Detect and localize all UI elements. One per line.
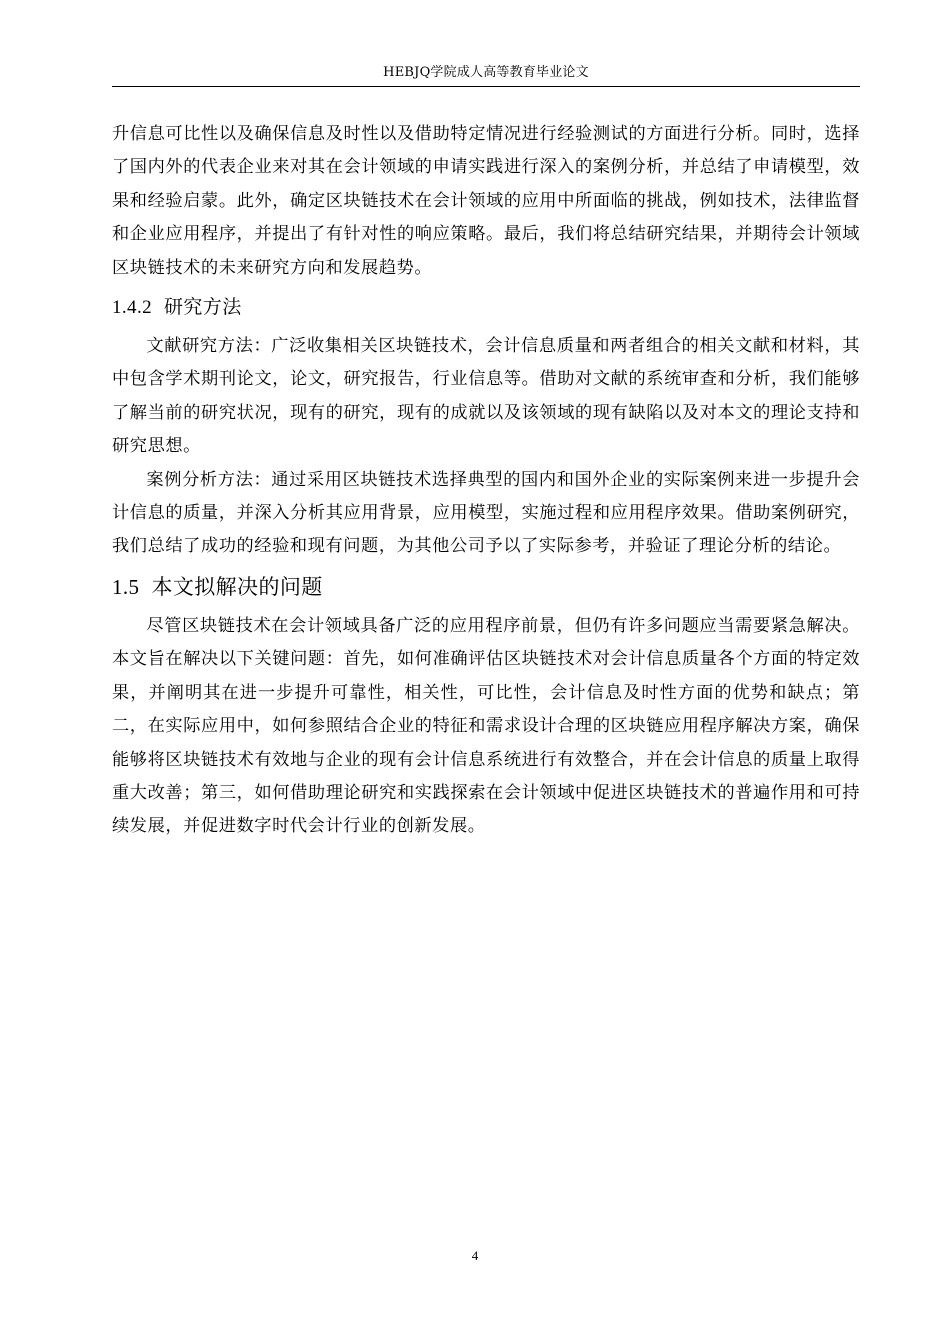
section-heading-1-4-2 bbox=[112, 295, 860, 320]
paragraph-case-method: 案例分析方法：通过采用区块链技术选择典型的国内和国外企业的实际案例来进一步提升会计信息的质量，并深入分析其应用背景，应用模型，实施过程和应用程序效果。借助案例研究，我们总结了成功的经验和现有问题，为其他公司予以了实际参考，并验证了理论分析的结论。 bbox=[112, 469, 860, 557]
header-title: HEBJQ学院成人高等教育毕业论文 bbox=[383, 65, 589, 80]
page-header bbox=[112, 62, 860, 87]
intro-paragraph: 升信息可比性以及确保信息及时性以及借助特定情况进行经验测试的方面进行分析。同时，选择了国内外的代表企业来对其在会计领域的申请实践进行深入的案例分析，并总结了申请模型，效果和经验启蒙。此外，确定区块链技术在会计领域的应用中所面临的挑战，例如技术，法律监督和企业应用程序，并提出了有针对性的响应策略。最后，我们将总结研究结果，并期待会计领域区块链技术的未来研究方向和发展趋势。 bbox=[112, 124, 860, 278]
section-title: 研究方法 bbox=[164, 296, 242, 319]
document-body bbox=[112, 118, 860, 844]
page-number: 4 bbox=[471, 1248, 479, 1263]
section-heading-1-5 bbox=[112, 574, 860, 600]
paragraph-literature-method: 文献研究方法：广泛收集相关区块链技术，会计信息质量和两者组合的相关文献和材料，其中包含学术期刊论文，论文，研究报告，行业信息等。借助对文献的系统审查和分析，我们能够了解当前的研究状况，现有的研究，现有的成就以及该领域的现有缺陷以及对本文的理论支持和研究思想。 bbox=[112, 336, 860, 457]
section-title: 本文拟解决的问题 bbox=[151, 574, 323, 599]
section-number: 1.4.2 bbox=[112, 297, 152, 319]
paragraph-problems: 尽管区块链技术在会计领域具备广泛的应用程序前景，但仍有许多问题应当需要紧急解决。本文旨在解决以下关键问题：首先，如何准确评估区块链技术对会计信息质量各个方面的特定效果，并阐明其在进一步提升可靠性，相关性，可比性，会计信息及时性方面的优势和缺点；第二，在实际应用中，如何参照结合企业的特征和需求设计合理的区块链应用程序解决方案，确保能够将区块链技术有效地与企业的现有会计信息系统进行有效整合，并在会计信息的质量上取得重大改善；第三，如何借助理论研究和实践探索在会计领域中促进区块链技术的普遍作用和可持续发展，并促进数字时代会计行业的创新发展。 bbox=[112, 615, 860, 837]
section-number: 1.5 bbox=[112, 574, 140, 599]
